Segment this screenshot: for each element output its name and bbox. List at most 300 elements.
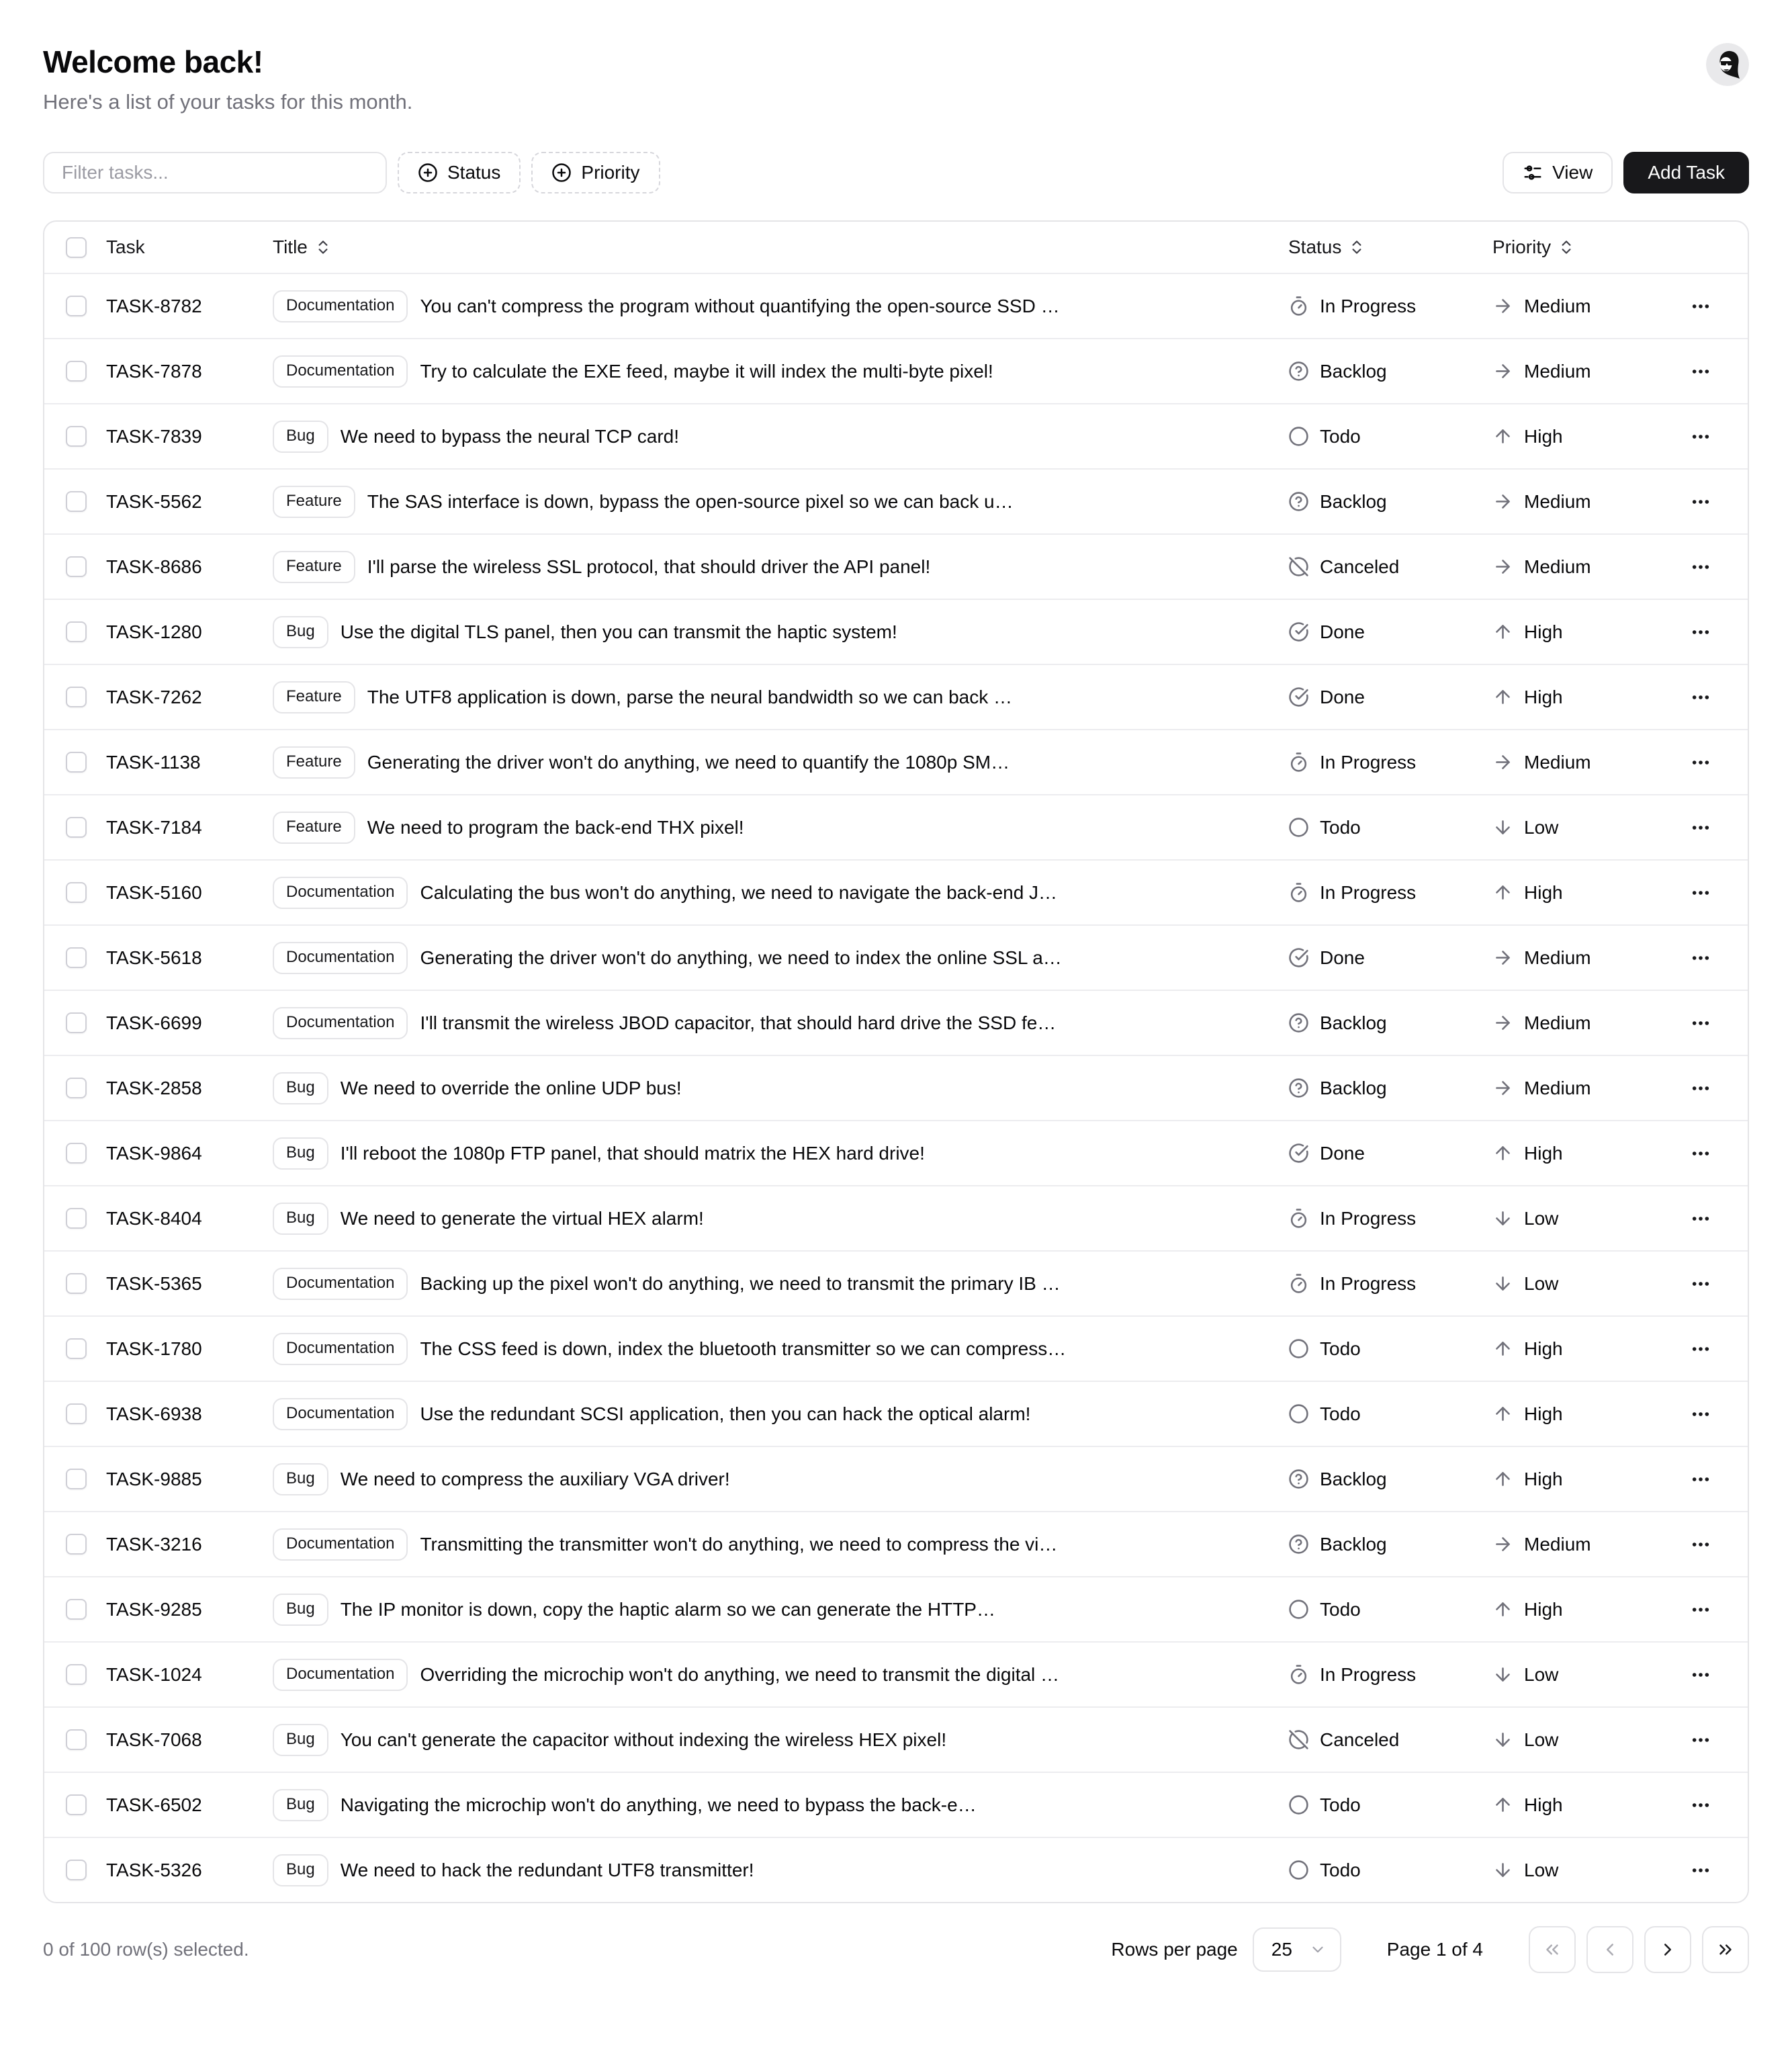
task-title: Transmitting the transmitter won't do anything, we need to compress the vi… bbox=[420, 1533, 1058, 1555]
row-task-cell bbox=[106, 426, 273, 447]
ellipsis-icon bbox=[1690, 296, 1711, 317]
task-title: Use the digital TLS panel, then you can transmit the haptic system! bbox=[340, 621, 897, 642]
row-menu-button[interactable] bbox=[1683, 354, 1718, 389]
row-checkbox[interactable] bbox=[66, 882, 87, 903]
row-priority-cell bbox=[1492, 1273, 1683, 1295]
select-all-checkbox[interactable] bbox=[66, 237, 87, 258]
task-title: I'll parse the wireless SSL protocol, that should driver the API panel! bbox=[367, 556, 931, 577]
circle-off-icon bbox=[1288, 1729, 1309, 1750]
row-title-cell bbox=[273, 1594, 1288, 1626]
row-actions-cell bbox=[1683, 615, 1748, 650]
task-type-badge: Bug bbox=[273, 1203, 328, 1235]
rows-per-page-label: Rows per page bbox=[1111, 1939, 1238, 1960]
ellipsis-icon bbox=[1690, 556, 1711, 578]
task-id: TASK-6938 bbox=[106, 1403, 202, 1424]
filter-tasks-input[interactable] bbox=[43, 152, 387, 193]
task-type-badge: Documentation bbox=[273, 1398, 408, 1430]
rows-per-page-select[interactable] bbox=[1253, 1927, 1341, 1972]
row-checkbox[interactable] bbox=[66, 1403, 87, 1424]
row-status-cell bbox=[1288, 1143, 1492, 1164]
row-actions-cell bbox=[1683, 745, 1748, 780]
row-menu-button[interactable] bbox=[1683, 1006, 1718, 1041]
row-task-cell bbox=[106, 1403, 273, 1425]
table-row bbox=[44, 1055, 1748, 1120]
first-page-button[interactable] bbox=[1529, 1926, 1576, 1973]
row-status-cell bbox=[1288, 556, 1492, 578]
row-checkbox[interactable] bbox=[66, 1534, 87, 1555]
next-page-button[interactable] bbox=[1644, 1926, 1691, 1973]
row-actions-cell bbox=[1683, 354, 1748, 389]
circle-check-icon bbox=[1288, 687, 1309, 707]
status-label: Canceled bbox=[1320, 556, 1400, 577]
timer-icon bbox=[1288, 882, 1309, 903]
row-task-cell bbox=[106, 1078, 273, 1099]
priority-label: Medium bbox=[1524, 1077, 1591, 1098]
circle-icon bbox=[1288, 817, 1309, 838]
row-menu-button[interactable] bbox=[1683, 1657, 1718, 1692]
table-row bbox=[44, 1315, 1748, 1381]
row-checkbox[interactable] bbox=[66, 1599, 87, 1620]
row-title-cell bbox=[273, 486, 1288, 518]
table-row bbox=[44, 1381, 1748, 1446]
status-label: Todo bbox=[1320, 816, 1361, 838]
row-menu-button[interactable] bbox=[1683, 1462, 1718, 1497]
row-select-cell bbox=[44, 1469, 106, 1489]
priority-label: Medium bbox=[1524, 751, 1591, 773]
row-actions-cell bbox=[1683, 941, 1748, 975]
row-select-cell bbox=[44, 1012, 106, 1033]
row-status-cell bbox=[1288, 1534, 1492, 1555]
row-priority-cell bbox=[1492, 817, 1683, 838]
sliders-icon bbox=[1523, 163, 1543, 183]
row-task-cell bbox=[106, 361, 273, 382]
user-avatar[interactable] bbox=[1706, 43, 1749, 86]
task-title: The SAS interface is down, bypass the open-source pixel so we can back u… bbox=[367, 490, 1014, 512]
row-task-cell bbox=[106, 296, 273, 317]
task-type-badge: Feature bbox=[273, 812, 355, 844]
arrow-up-icon bbox=[1492, 1599, 1513, 1620]
sort-status-button[interactable] bbox=[1288, 236, 1365, 258]
row-menu-button[interactable] bbox=[1683, 810, 1718, 845]
status-label: Backlog bbox=[1320, 1533, 1387, 1555]
row-menu-button[interactable] bbox=[1683, 1527, 1718, 1562]
row-priority-cell bbox=[1492, 556, 1683, 578]
row-select-cell bbox=[44, 1208, 106, 1229]
ellipsis-icon bbox=[1690, 1143, 1711, 1164]
row-checkbox[interactable] bbox=[66, 1338, 87, 1359]
row-select-cell bbox=[44, 1794, 106, 1815]
timer-icon bbox=[1288, 296, 1309, 316]
status-label: Todo bbox=[1320, 1338, 1361, 1359]
task-id: TASK-7184 bbox=[106, 816, 202, 838]
row-status-cell bbox=[1288, 1403, 1492, 1425]
priority-label: High bbox=[1524, 1403, 1563, 1424]
row-select-cell bbox=[44, 1143, 106, 1164]
row-menu-button[interactable] bbox=[1683, 1788, 1718, 1823]
toolbar bbox=[43, 152, 1749, 193]
row-task-cell bbox=[106, 752, 273, 773]
row-priority-cell bbox=[1492, 1208, 1683, 1229]
table-row bbox=[44, 1706, 1748, 1772]
row-checkbox[interactable] bbox=[66, 491, 87, 512]
task-id: TASK-1024 bbox=[106, 1663, 202, 1685]
status-filter-button[interactable] bbox=[398, 152, 521, 193]
selection-summary: 0 of 100 row(s) selected. bbox=[43, 1939, 249, 1960]
ellipsis-icon bbox=[1690, 621, 1711, 643]
row-task-cell bbox=[106, 1534, 273, 1555]
row-status-cell bbox=[1288, 361, 1492, 382]
row-checkbox[interactable] bbox=[66, 1078, 87, 1098]
row-status-cell bbox=[1288, 1860, 1492, 1881]
row-title-cell bbox=[273, 1724, 1288, 1756]
table-row bbox=[44, 1772, 1748, 1837]
row-actions-cell bbox=[1683, 1397, 1748, 1432]
row-checkbox[interactable] bbox=[66, 556, 87, 577]
priority-label: Medium bbox=[1524, 360, 1591, 382]
ellipsis-icon bbox=[1690, 1469, 1711, 1490]
circle-help-icon bbox=[1288, 1534, 1309, 1555]
status-label: Done bbox=[1320, 947, 1365, 968]
arrow-right-icon bbox=[1492, 491, 1513, 512]
row-task-cell bbox=[106, 491, 273, 513]
table-row bbox=[44, 599, 1748, 664]
row-title-cell bbox=[273, 681, 1288, 713]
circle-help-icon bbox=[1288, 1469, 1309, 1489]
header-priority-cell bbox=[1492, 236, 1683, 258]
circle-help-icon bbox=[1288, 1012, 1309, 1033]
row-menu-button[interactable] bbox=[1683, 289, 1718, 324]
row-actions-cell bbox=[1683, 1266, 1748, 1301]
row-checkbox[interactable] bbox=[66, 817, 87, 838]
arrow-right-icon bbox=[1492, 556, 1513, 577]
row-title-cell bbox=[273, 1137, 1288, 1170]
view-button-label: View bbox=[1552, 162, 1593, 183]
task-title: I'll reboot the 1080p FTP panel, that should matrix the HEX hard drive! bbox=[340, 1142, 925, 1164]
row-actions-cell bbox=[1683, 419, 1748, 454]
task-id: TASK-9285 bbox=[106, 1598, 202, 1620]
priority-filter-button[interactable] bbox=[531, 152, 660, 193]
row-title-cell bbox=[273, 616, 1288, 648]
row-priority-cell bbox=[1492, 1860, 1683, 1881]
page-subtitle: Here's a list of your tasks for this month. bbox=[43, 90, 413, 114]
row-menu-button[interactable] bbox=[1683, 1136, 1718, 1171]
row-select-cell bbox=[44, 752, 106, 773]
row-actions-cell bbox=[1683, 289, 1748, 324]
task-id: TASK-8686 bbox=[106, 556, 202, 577]
status-label: Backlog bbox=[1320, 1468, 1387, 1489]
table-row bbox=[44, 1120, 1748, 1185]
task-title: We need to compress the auxiliary VGA driver! bbox=[340, 1468, 730, 1489]
arrow-right-icon bbox=[1492, 1012, 1513, 1033]
row-title-cell bbox=[273, 1528, 1288, 1561]
row-actions-cell bbox=[1683, 1592, 1748, 1627]
row-actions-cell bbox=[1683, 1332, 1748, 1366]
row-menu-button[interactable] bbox=[1683, 550, 1718, 584]
arrow-right-icon bbox=[1492, 1534, 1513, 1555]
row-status-cell bbox=[1288, 817, 1492, 838]
row-checkbox[interactable] bbox=[66, 426, 87, 447]
row-priority-cell bbox=[1492, 882, 1683, 904]
priority-label: High bbox=[1524, 1142, 1563, 1164]
last-page-button[interactable] bbox=[1702, 1926, 1749, 1973]
sort-title-button[interactable] bbox=[273, 236, 332, 258]
add-task-button[interactable] bbox=[1623, 152, 1749, 193]
arrow-up-icon bbox=[1492, 426, 1513, 447]
arrow-up-icon bbox=[1492, 1338, 1513, 1359]
row-actions-cell bbox=[1683, 1853, 1748, 1888]
row-menu-button[interactable] bbox=[1683, 1723, 1718, 1757]
row-menu-button[interactable] bbox=[1683, 941, 1718, 975]
row-task-cell bbox=[106, 817, 273, 838]
header-status-cell bbox=[1288, 236, 1492, 258]
header-title-cell bbox=[273, 236, 1288, 258]
task-title: The CSS feed is down, index the bluetooth transmitter so we can compress… bbox=[420, 1338, 1067, 1359]
arrow-up-icon bbox=[1492, 882, 1513, 903]
previous-page-button[interactable] bbox=[1586, 1926, 1633, 1973]
row-menu-button[interactable] bbox=[1683, 745, 1718, 780]
row-checkbox[interactable] bbox=[66, 361, 87, 382]
arrow-right-icon bbox=[1492, 752, 1513, 773]
row-actions-cell bbox=[1683, 1136, 1748, 1171]
task-id: TASK-6502 bbox=[106, 1794, 202, 1815]
row-menu-button[interactable] bbox=[1683, 1397, 1718, 1432]
status-label: Todo bbox=[1320, 1859, 1361, 1880]
row-checkbox[interactable] bbox=[66, 947, 87, 968]
sort-priority-button[interactable] bbox=[1492, 236, 1575, 258]
row-select-cell bbox=[44, 1599, 106, 1620]
row-task-cell bbox=[106, 1794, 273, 1816]
ellipsis-icon bbox=[1690, 1273, 1711, 1295]
table-row bbox=[44, 1511, 1748, 1576]
row-menu-button[interactable] bbox=[1683, 1201, 1718, 1236]
row-checkbox[interactable] bbox=[66, 1469, 87, 1489]
row-task-cell bbox=[106, 1273, 273, 1295]
row-checkbox[interactable] bbox=[66, 752, 87, 773]
row-status-cell bbox=[1288, 1012, 1492, 1034]
arrow-down-icon bbox=[1492, 1860, 1513, 1880]
row-select-cell bbox=[44, 296, 106, 316]
row-actions-cell bbox=[1683, 875, 1748, 910]
task-id: TASK-6699 bbox=[106, 1012, 202, 1033]
row-menu-button[interactable] bbox=[1683, 1332, 1718, 1366]
row-status-cell bbox=[1288, 1078, 1492, 1099]
row-status-cell bbox=[1288, 1664, 1492, 1686]
task-type-badge: Bug bbox=[273, 1072, 328, 1104]
row-checkbox[interactable] bbox=[66, 687, 87, 707]
table-row bbox=[44, 924, 1748, 990]
status-filter-label: Status bbox=[447, 162, 501, 183]
status-label: Done bbox=[1320, 621, 1365, 642]
table-row bbox=[44, 1837, 1748, 1902]
priority-label: Low bbox=[1524, 1729, 1559, 1750]
timer-icon bbox=[1288, 1273, 1309, 1294]
row-select-cell bbox=[44, 817, 106, 838]
row-menu-button[interactable] bbox=[1683, 484, 1718, 519]
task-type-badge: Documentation bbox=[273, 355, 408, 388]
task-title: The UTF8 application is down, parse the neural bandwidth so we can back … bbox=[367, 686, 1013, 707]
circle-icon bbox=[1288, 426, 1309, 447]
table-row bbox=[44, 664, 1748, 729]
ellipsis-icon bbox=[1690, 1599, 1711, 1620]
priority-label: High bbox=[1524, 1794, 1563, 1815]
table-footer bbox=[43, 1926, 1749, 1993]
task-id: TASK-8782 bbox=[106, 295, 202, 316]
status-label: In Progress bbox=[1320, 295, 1417, 316]
chevrons-up-down-icon bbox=[1348, 238, 1365, 256]
row-actions-cell bbox=[1683, 1657, 1748, 1692]
priority-label: Medium bbox=[1524, 947, 1591, 968]
header-task-cell bbox=[106, 236, 273, 258]
row-title-cell bbox=[273, 1789, 1288, 1821]
row-actions-cell bbox=[1683, 1201, 1748, 1236]
row-title-cell bbox=[273, 942, 1288, 974]
row-status-cell bbox=[1288, 1208, 1492, 1229]
row-title-cell bbox=[273, 290, 1288, 322]
table-row bbox=[44, 533, 1748, 599]
row-menu-button[interactable] bbox=[1683, 1071, 1718, 1106]
row-title-cell bbox=[273, 877, 1288, 909]
task-type-badge: Bug bbox=[273, 1137, 328, 1170]
task-type-badge: Bug bbox=[273, 1463, 328, 1495]
chevron-down-icon bbox=[1309, 1941, 1327, 1958]
row-priority-cell bbox=[1492, 1338, 1683, 1360]
row-priority-cell bbox=[1492, 1664, 1683, 1686]
chevron-right-icon bbox=[1658, 1940, 1678, 1960]
status-label: Todo bbox=[1320, 1403, 1361, 1424]
row-status-cell bbox=[1288, 491, 1492, 513]
priority-label: High bbox=[1524, 686, 1563, 707]
view-button[interactable] bbox=[1503, 152, 1613, 193]
row-checkbox[interactable] bbox=[66, 621, 87, 642]
task-type-badge: Documentation bbox=[273, 1528, 408, 1561]
chevron-left-icon bbox=[1600, 1940, 1620, 1960]
row-priority-cell bbox=[1492, 1403, 1683, 1425]
row-menu-button[interactable] bbox=[1683, 1592, 1718, 1627]
arrow-down-icon bbox=[1492, 1664, 1513, 1685]
row-title-cell bbox=[273, 421, 1288, 453]
circle-check-icon bbox=[1288, 621, 1309, 642]
task-type-badge: Bug bbox=[273, 1789, 328, 1821]
row-checkbox[interactable] bbox=[66, 296, 87, 316]
table-row bbox=[44, 468, 1748, 533]
priority-label: Medium bbox=[1524, 1012, 1591, 1033]
row-menu-button[interactable] bbox=[1683, 1853, 1718, 1888]
chevrons-right-icon bbox=[1715, 1940, 1736, 1960]
ellipsis-icon bbox=[1690, 1338, 1711, 1360]
task-title: Navigating the microchip won't do anything, we need to bypass the back-e… bbox=[340, 1794, 977, 1815]
task-id: TASK-5326 bbox=[106, 1859, 202, 1880]
row-task-cell bbox=[106, 947, 273, 969]
row-checkbox[interactable] bbox=[66, 1664, 87, 1685]
status-label: Backlog bbox=[1320, 1012, 1387, 1033]
table-row bbox=[44, 338, 1748, 403]
arrow-up-icon bbox=[1492, 687, 1513, 707]
priority-label: High bbox=[1524, 621, 1563, 642]
row-menu-button[interactable] bbox=[1683, 875, 1718, 910]
status-label: In Progress bbox=[1320, 881, 1417, 903]
row-title-cell bbox=[273, 1203, 1288, 1235]
page-title: Welcome back! bbox=[43, 44, 263, 79]
row-checkbox[interactable] bbox=[66, 1794, 87, 1815]
task-title: We need to program the back-end THX pixel! bbox=[367, 816, 744, 838]
arrow-down-icon bbox=[1492, 1208, 1513, 1229]
row-select-cell bbox=[44, 621, 106, 642]
status-label: Canceled bbox=[1320, 1729, 1400, 1750]
row-actions-cell bbox=[1683, 1006, 1748, 1041]
task-id: TASK-7068 bbox=[106, 1729, 202, 1750]
priority-label: High bbox=[1524, 1598, 1563, 1620]
row-title-cell bbox=[273, 355, 1288, 388]
row-checkbox[interactable] bbox=[66, 1143, 87, 1164]
row-task-cell bbox=[106, 556, 273, 578]
ellipsis-icon bbox=[1690, 491, 1711, 513]
timer-icon bbox=[1288, 752, 1309, 773]
arrow-right-icon bbox=[1492, 296, 1513, 316]
row-priority-cell bbox=[1492, 687, 1683, 708]
status-label: Todo bbox=[1320, 1794, 1361, 1815]
status-label: Todo bbox=[1320, 425, 1361, 447]
ellipsis-icon bbox=[1690, 1534, 1711, 1555]
row-checkbox[interactable] bbox=[66, 1273, 87, 1294]
row-title-cell bbox=[273, 1268, 1288, 1300]
row-task-cell bbox=[106, 1469, 273, 1490]
rows-per-page-group bbox=[1111, 1927, 1341, 1972]
arrow-up-icon bbox=[1492, 1794, 1513, 1815]
row-checkbox[interactable] bbox=[66, 1208, 87, 1229]
row-checkbox[interactable] bbox=[66, 1860, 87, 1880]
timer-icon bbox=[1288, 1208, 1309, 1229]
arrow-right-icon bbox=[1492, 361, 1513, 382]
column-priority-label: Priority bbox=[1492, 236, 1552, 257]
task-title: We need to hack the redundant UTF8 transmitter! bbox=[340, 1859, 754, 1880]
row-priority-cell bbox=[1492, 1143, 1683, 1164]
task-type-badge: Feature bbox=[273, 551, 355, 583]
row-select-cell bbox=[44, 947, 106, 968]
row-checkbox[interactable] bbox=[66, 1012, 87, 1033]
task-id: TASK-7878 bbox=[106, 360, 202, 382]
row-actions-cell bbox=[1683, 1788, 1748, 1823]
table-row bbox=[44, 729, 1748, 794]
row-priority-cell bbox=[1492, 621, 1683, 643]
row-priority-cell bbox=[1492, 426, 1683, 447]
row-menu-button[interactable] bbox=[1683, 615, 1718, 650]
ellipsis-icon bbox=[1690, 882, 1711, 904]
row-status-cell bbox=[1288, 1729, 1492, 1751]
priority-label: High bbox=[1524, 1338, 1563, 1359]
row-title-cell bbox=[273, 746, 1288, 779]
circle-icon bbox=[1288, 1403, 1309, 1424]
ellipsis-icon bbox=[1690, 1012, 1711, 1034]
row-menu-button[interactable] bbox=[1683, 1266, 1718, 1301]
row-priority-cell bbox=[1492, 752, 1683, 773]
row-checkbox[interactable] bbox=[66, 1729, 87, 1750]
task-title: We need to override the online UDP bus! bbox=[340, 1077, 682, 1098]
arrow-down-icon bbox=[1492, 817, 1513, 838]
row-priority-cell bbox=[1492, 1078, 1683, 1099]
row-menu-button[interactable] bbox=[1683, 419, 1718, 454]
row-actions-cell bbox=[1683, 1462, 1748, 1497]
circle-icon bbox=[1288, 1599, 1309, 1620]
task-type-badge: Bug bbox=[273, 1724, 328, 1756]
row-status-cell bbox=[1288, 687, 1492, 708]
row-menu-button[interactable] bbox=[1683, 680, 1718, 715]
task-type-badge: Feature bbox=[273, 681, 355, 713]
row-priority-cell bbox=[1492, 1729, 1683, 1751]
chevrons-up-down-icon bbox=[1558, 238, 1575, 256]
task-type-badge: Documentation bbox=[273, 290, 408, 322]
status-label: In Progress bbox=[1320, 1272, 1417, 1294]
row-title-cell bbox=[273, 1463, 1288, 1495]
